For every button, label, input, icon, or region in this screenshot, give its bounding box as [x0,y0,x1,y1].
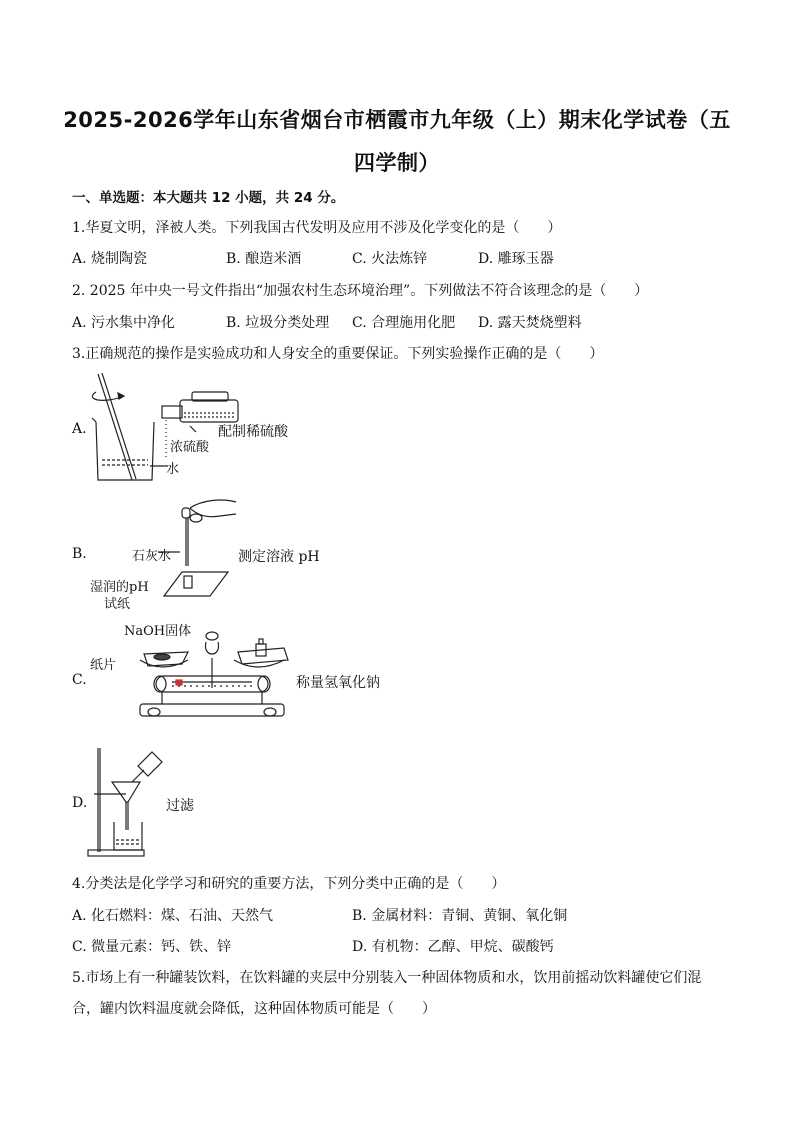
q2-option-c: C. 合理施用化肥 [352,315,456,331]
question-2-stem: 2. 2025 年中央一号文件指出“加强农村生态环境治理”。下列做法不符合该理念的是（ ） [72,283,649,299]
question-5-stem-line1: 5.市场上有一种罐装饮料，在饮料罐的夹层中分别装入一种固体物质和水，饮用前摇动饮料罐使它们混 [72,970,702,986]
q2-option-d: D. 露天焚烧塑料 [478,315,582,331]
question-5-stem-line2: 合，罐内饮料温度就会降低，这种固体物质可能是（ ） [72,1001,436,1017]
q3-c-label-naoh: NaOH固体 [124,624,192,639]
q3-a-caption: 配制稀硫酸 [218,424,288,440]
q3-option-c-letter: C. [72,672,87,688]
q3-b-label-lime-water: 石灰水 [132,549,172,564]
q3-a-label-water: 水 [166,462,180,477]
q2-option-b: B. 垃圾分类处理 [226,315,330,331]
q1-option-d: D. 雕琢玉器 [478,251,554,267]
section-heading: 一、单选题：本大题共 12 小题，共 24 分。 [72,190,345,206]
q3-b-label-paper-1: 湿润的pH [90,580,149,595]
q1-option-b: B. 酿造米酒 [226,251,302,267]
q3-b-caption: 测定溶液 pH [238,549,320,565]
q3-c-caption: 称量氢氧化钠 [296,675,380,691]
q3-d-filtration-figure [86,744,166,860]
exam-title-line2: 四学制） [354,151,440,175]
q1-option-c: C. 火法炼锌 [352,251,428,267]
q3-a-label-acid: 浓硫酸 [170,440,210,455]
q4-option-c: C. 微量元素：钙、铁、锌 [72,939,232,955]
exam-title-line1: 2025-2026学年山东省烟台市栖霞市九年级（上）期末化学试卷（五 [63,108,731,132]
q4-option-d: D. 有机物：乙醇、甲烷、碳酸钙 [352,939,554,955]
question-1-stem: 1.华夏文明，泽被人类。下列我国古代发明及应用不涉及化学变化的是（ ） [72,220,562,236]
q3-c-balance-figure [132,630,302,722]
q3-option-b-letter: B. [72,546,87,562]
q3-b-label-paper-2: 试纸 [104,597,131,612]
q3-d-caption: 过滤 [166,798,194,814]
q3-option-d-letter: D. [72,795,88,811]
question-4-stem: 4.分类法是化学学习和研究的重要方法，下列分类中正确的是（ ） [72,876,506,892]
q4-option-a: A. 化石燃料：煤、石油、天然气 [72,908,274,924]
q2-option-a: A. 污水集中净化 [72,315,176,331]
q1-option-a: A. 烧制陶瓷 [72,251,148,267]
q3-c-label-paper: 纸片 [90,658,117,673]
q4-option-b: B. 金属材料：青铜、黄铜、氧化铜 [352,908,568,924]
q3-option-a-letter: A. [72,421,87,437]
question-3-stem: 3.正确规范的操作是实验成功和人身安全的重要保证。下列实验操作正确的是（ ） [72,346,604,362]
